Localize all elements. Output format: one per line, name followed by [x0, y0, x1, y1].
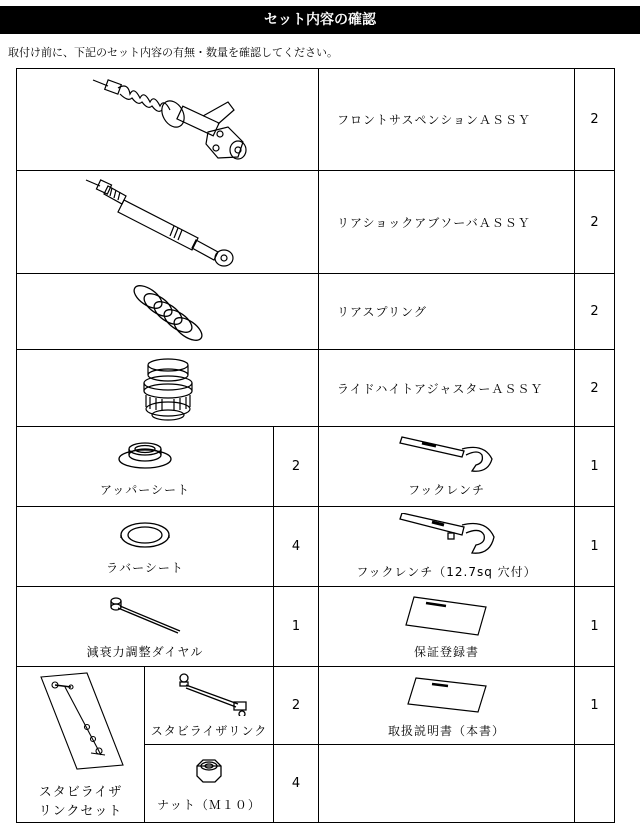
- stabilizer-set-name-line1: スタビライザ: [38, 784, 123, 800]
- table-row: [17, 427, 615, 507]
- item-name: ナット（Ｍ１０）: [157, 798, 261, 812]
- item-qty: 2: [575, 274, 615, 350]
- table-row: [17, 274, 615, 350]
- ride-height-adjuster-image-cell: [17, 350, 319, 427]
- stabilizer-set-name-line2: リンクセット: [38, 803, 123, 819]
- item-name: フックレンチ（12.7sq 穴付）: [356, 565, 537, 579]
- nut-cell: [145, 745, 274, 823]
- item-qty: 1: [274, 587, 319, 667]
- stabilizer-link-cell: [145, 667, 274, 745]
- item-qty: 2: [575, 69, 615, 171]
- nut-icon: [189, 754, 229, 790]
- item-qty: 2: [575, 171, 615, 274]
- ride-height-adjuster-icon: [128, 353, 208, 423]
- warranty-card-icon: [392, 593, 502, 637]
- rear-shock-image-cell: [17, 171, 319, 274]
- hook-wrench-sq-icon: [392, 513, 502, 557]
- item-name: 減衰力調整ダイヤル: [86, 645, 204, 659]
- item-name: 取扱説明書（本書）: [388, 724, 506, 738]
- table-row: [17, 350, 615, 427]
- intro-text: 取付け前に、下記のセット内容の有無・数量を確認してください。: [8, 46, 338, 59]
- rear-shock-icon: [78, 174, 258, 270]
- item-qty: 1: [575, 667, 615, 745]
- item-name: スタビライザリンク: [150, 724, 268, 738]
- rear-spring-icon: [118, 279, 218, 345]
- item-name: ラバーシート: [106, 561, 184, 575]
- item-qty: 1: [575, 587, 615, 667]
- rubber-seat-icon: [115, 517, 175, 553]
- item-name: ライドハイトアジャスターＡＳＳＹ: [319, 350, 575, 427]
- item-qty: 4: [274, 507, 319, 587]
- manual-icon: [392, 672, 502, 716]
- item-qty: 2: [274, 667, 319, 745]
- item-qty: 2: [575, 350, 615, 427]
- rubber-seat-cell: [17, 507, 274, 587]
- item-name: フックレンチ: [408, 483, 485, 497]
- table-row: [17, 69, 615, 171]
- item-name: フロントサスペンションＡＳＳＹ: [319, 69, 575, 171]
- front-suspension-image-cell: [17, 69, 319, 171]
- item-qty: 4: [274, 745, 319, 823]
- contents-table: [16, 68, 615, 823]
- manual-cell: [319, 667, 575, 745]
- hook-wrench-sq-cell: [319, 507, 575, 587]
- empty-cell: [319, 745, 575, 823]
- stabilizer-link-icon: [154, 672, 264, 716]
- table-row: [17, 507, 615, 587]
- table-row: [17, 587, 615, 667]
- item-qty: 1: [575, 507, 615, 587]
- stabilizer-set-cell: [17, 667, 145, 823]
- upper-seat-icon: [115, 435, 175, 475]
- table-row: [17, 667, 615, 745]
- hook-wrench-icon: [392, 435, 502, 475]
- hook-wrench-cell: [319, 427, 575, 507]
- item-name: 保証登録書: [414, 645, 480, 659]
- empty-cell: [575, 745, 615, 823]
- rear-spring-image-cell: [17, 274, 319, 350]
- warranty-card-cell: [319, 587, 575, 667]
- item-qty: 1: [575, 427, 615, 507]
- stabilizer-set-icon: [31, 671, 131, 771]
- page-title: セット内容の確認: [0, 6, 640, 34]
- damping-dial-cell: [17, 587, 274, 667]
- table-row: [17, 171, 615, 274]
- damping-dial-icon: [90, 593, 200, 637]
- item-name: リアスプリング: [319, 274, 575, 350]
- front-suspension-icon: [78, 72, 258, 168]
- item-name: リアショックアブソーバＡＳＳＹ: [319, 171, 575, 274]
- item-name: アッパーシート: [100, 483, 190, 497]
- upper-seat-cell: [17, 427, 274, 507]
- item-qty: 2: [274, 427, 319, 507]
